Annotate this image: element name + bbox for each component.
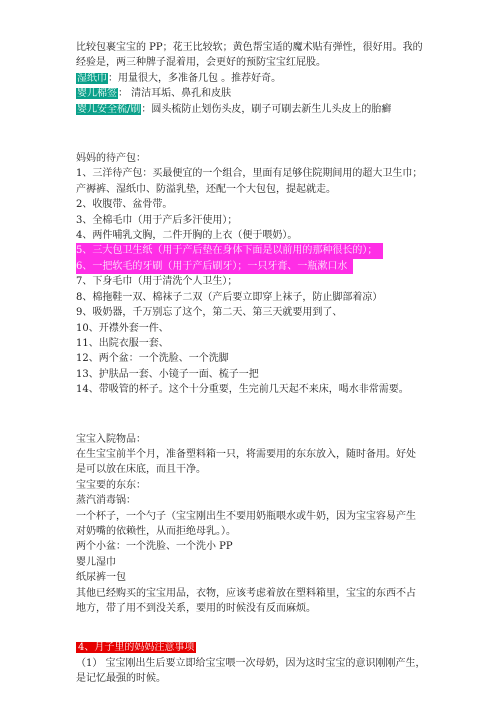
- mom-line: 3、全棉毛巾（用于产后多汗使用）；: [76, 214, 238, 226]
- comb-text: ：圆头梳防止划伤头皮，刷子可刷去新生儿头皮上的胎癣: [141, 103, 392, 115]
- mom-line: 1、三洋待产包：买最便宜的一个组合，里面有足够住院期间用的超大卫生巾；: [76, 168, 423, 180]
- mom-line: 14、带吸管的杯子。这个十分重要，生完前几天起不来床，喝水非常需要。: [76, 384, 409, 396]
- intro-line-1: 比较包裹宝宝的 PP；花王比较软；黄色帮宝适的魔术贴有弹性，很好用。我的: [76, 42, 423, 53]
- cotton-swab-tag: 婴儿棉签: [77, 88, 117, 100]
- section-4-line: （1） 宝宝刚出生后要立即给宝宝喂一次母奶，因为这时宝宝的意识刚刚产生，: [76, 657, 426, 669]
- mom-line: 12、两个盆：一个洗脸、一个洗脚: [76, 353, 229, 365]
- section-4-heading: 4、月子里的妈妈注意事项: [78, 642, 195, 654]
- cotton-swab-item: [76, 86, 436, 101]
- baby-line: 其他已经购买的宝宝用品，衣物，应该考虑着放在塑料箱里，宝宝的东西不占: [76, 587, 416, 599]
- baby-line: 婴儿湿巾: [76, 556, 116, 568]
- spacer: [76, 398, 436, 432]
- baby-line: 宝宝入院物品：: [76, 433, 146, 445]
- baby-line: 对奶嘴的依赖性，从而拒绝母乳。）。: [76, 525, 236, 537]
- highlight-toothbrush: 6、一把软毛的牙刷（用于产后刷牙）；一只牙膏、一瓶漱口水: [76, 259, 353, 274]
- mom-line: 2、收腹带、盆骨带。: [76, 199, 173, 211]
- section-4-heading-row: [76, 640, 436, 655]
- spacer: [76, 117, 436, 151]
- comb-item: [76, 102, 436, 117]
- baby-line: 宝宝要的东东：: [76, 479, 146, 491]
- document-page: [76, 40, 436, 687]
- mom-line: 产褥裤、湿纸巾、防溢乳垫，还配一个大包包，提起就走。: [76, 183, 336, 195]
- mom-line: 7、下身毛巾（用于清洗个人卫生）；: [76, 276, 238, 288]
- highlight-tissue: 5、三大包卫生纸（用于产后垫在身体下面是以前用的那种很长的）；: [76, 243, 383, 258]
- mom-line: 13、护肤品一套、小镜子一面、梳子一把: [76, 368, 259, 380]
- mom-line: 8、棉拖鞋一双、棉袜子二双（产后要立即穿上袜子，防止脚部着凉）: [76, 291, 383, 303]
- mom-line: 4、两件哺乳文胸，二件开胸的上衣（便于喂奶）。: [76, 230, 298, 242]
- mom-line: 11、出院衣服一套、: [76, 337, 169, 349]
- cotton-swab-text: ： 清洁耳垢、鼻孔和皮肤: [118, 88, 232, 100]
- baby-line: 纸尿裤一包: [76, 572, 126, 584]
- section-4-line: 是记忆最强的时候。: [76, 673, 166, 685]
- mom-line: 10、开襟外套一件、: [76, 322, 169, 334]
- mom-highlight-line-5: [76, 243, 436, 258]
- mom-highlight-line-6: [76, 259, 436, 274]
- wipes-item: [76, 71, 436, 86]
- baby-line: 地方，带了用不到没关系，要用的时候没有反而麻烦。: [76, 603, 316, 614]
- mom-line: 9、吸奶器，千万别忘了这个，第二天、第三天就要用到了、: [76, 307, 343, 319]
- spacer: [76, 616, 436, 640]
- baby-line: 是可以放在床底，而且干净。: [76, 464, 206, 476]
- comb-tag: 婴儿安全梳/刷: [77, 103, 141, 115]
- mom-section-title: 妈妈的待产包：: [76, 153, 146, 165]
- wipes-text: ：用量很大，多准备几包 。推荐好奇。: [108, 72, 282, 84]
- baby-line: 在生宝宝前半个月，准备塑料箱一只，将需要用的东东放入，随时备用。好处: [76, 448, 416, 460]
- baby-line: 两个小盆：一个洗脸、一个洗小 PP: [76, 541, 233, 553]
- baby-line: 一个杯子，一个勺子（宝宝刚出生不要用奶瓶喂水或牛奶，因为宝宝容易产生: [76, 510, 416, 522]
- baby-line: 蒸汽消毒锅：: [76, 495, 136, 507]
- wipes-tag: 湿纸巾: [77, 72, 107, 84]
- intro-line-2: 经验是，两三种牌子混着用，会更好的预防宝宝红屁股。: [76, 57, 326, 69]
